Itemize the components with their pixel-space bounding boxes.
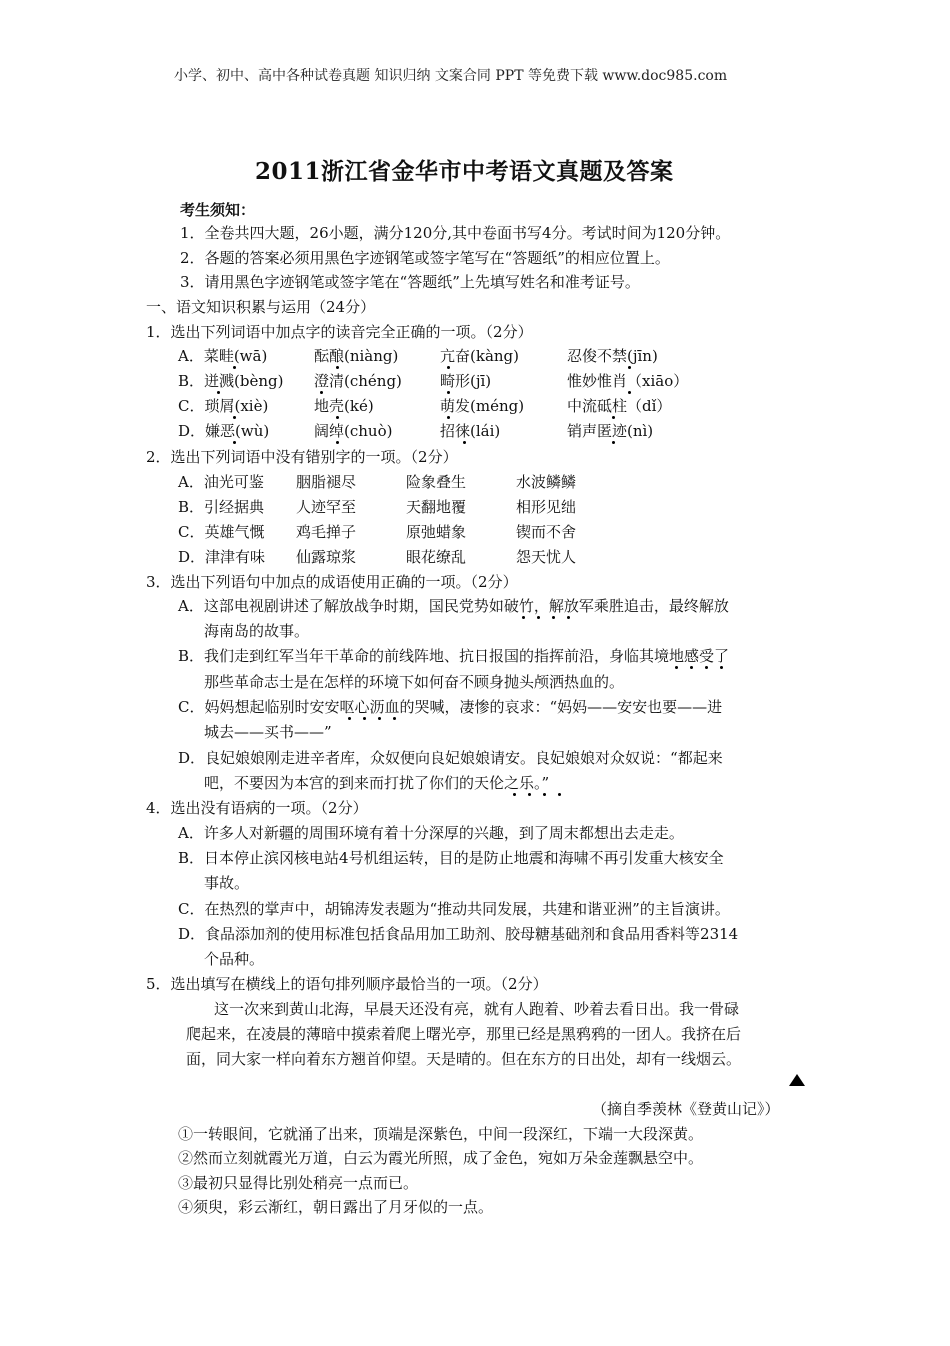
notice-item: 1．全卷共四大题，26小题，满分120分,其中卷面书写4分。考试时间为120分钟。: [180, 224, 731, 242]
option-word: 鸡毛掸子: [296, 523, 357, 541]
emphasis-dot: [233, 416, 236, 419]
option-word: 地壳(ké): [314, 397, 374, 415]
question-stem: 4．选出没有语病的一项。（2分）: [146, 799, 368, 817]
option-line: A．这部电视剧讲述了解放战争时期，国民党势如破竹，解放军乘胜追击，最终解放: [178, 597, 729, 615]
emphasis-dot: [543, 793, 546, 796]
option-word: A．油光可鉴: [178, 473, 264, 491]
option-line: D．良妃娘娘刚走进辛者库，众奴便向良妃娘娘请安。良妃娘娘对众奴说：“都起来: [178, 749, 723, 767]
emphasis-dot: [217, 391, 220, 394]
option-word: 原弛蜡象: [406, 523, 467, 541]
option-word: C．英雄气慨: [178, 523, 265, 541]
passage-source: （摘自季羡林《登黄山记》）: [592, 1100, 780, 1118]
sentence-option: ③最初只显得比别处稍亮一点而已。: [178, 1174, 419, 1192]
option-line: B．日本停止滨冈核电站4号机组运转，目的是防止地震和海啸不再引发重大核安全: [178, 849, 724, 867]
emphasis-dot: [558, 793, 561, 796]
option-word: B．引经据典: [178, 498, 265, 516]
page-banner: 小学、初中、高中各种试卷真题 知识归纳 文案合同 PPT 等免费下载 www.doc985.com: [174, 68, 728, 84]
notice-heading: 考生须知：: [180, 201, 256, 219]
emphasis-dot: [393, 717, 396, 720]
question-stem: 2．选出下列词语中没有错别字的一项。（2分）: [146, 448, 458, 466]
emphasis-dot: [628, 366, 631, 369]
option-line: D．食品添加剂的使用标准包括食品用加工助剂、胶母糖基础剂和食品用香料等2314: [178, 925, 739, 943]
emphasis-dot: [447, 366, 450, 369]
emphasis-dot: [720, 666, 723, 669]
emphasis-dot: [612, 441, 615, 444]
passage-line: 爬起来，在凌晨的薄暗中摸索着爬上曙光亭，那里已经是黑鸦鸦的一团人。我挤在后: [186, 1025, 742, 1043]
emphasis-dot: [690, 666, 693, 669]
question-stem: 1．选出下列词语中加点字的读音完全正确的一项。（2分）: [146, 323, 533, 341]
emphasis-dot: [513, 793, 516, 796]
emphasis-dot: [675, 666, 678, 669]
option-word: 天翻地覆: [406, 498, 467, 516]
option-line: 那些革命志士是在怎样的环境下如何奋不顾身抛头颅洒热血的。: [204, 673, 625, 691]
option-word: 中流砥柱（dǐ）: [567, 397, 672, 415]
option-line: B．我们走到红军当年干革命的前线阵地、抗日报国的指挥前沿，身临其境地感受了: [178, 647, 730, 665]
notice-item: 2．各题的答案必须用黑色字迹钢笔或签字笔写在“答题纸”的相应位置上。: [180, 249, 670, 267]
option-word: 亢奋(kàng): [440, 347, 519, 365]
option-word: 人迹罕至: [296, 498, 357, 516]
option-word: 萌发(méng): [440, 397, 525, 415]
option-word: 眼花缭乱: [406, 548, 467, 566]
option-word: C．琐屑(xiè): [178, 397, 269, 415]
option-word: 险象叠生: [406, 473, 467, 491]
emphasis-dot: [320, 391, 323, 394]
emphasis-dot: [233, 441, 236, 444]
notice-item: 3．请用黑色字迹钢笔或签字笔在“答题纸”上先填写姓名和准考证号。: [180, 273, 640, 291]
option-word: 销声匿迹(nì): [567, 422, 654, 440]
option-word: 锲而不舍: [516, 523, 577, 541]
emphasis-dot: [705, 666, 708, 669]
option-word: 澄清(chéng): [314, 372, 402, 390]
emphasis-dot: [336, 416, 339, 419]
option-line: C．在热烈的掌声中，胡锦涛发表题为“推动共同发展，共建和谐亚洲”的主旨演讲。: [178, 900, 730, 918]
option-line: 个品种。: [204, 950, 265, 968]
option-line: C．妈妈想起临别时安安呕心沥血的哭喊，凄惨的哀求：“妈妈——安安也要——进: [178, 698, 723, 716]
option-word: B．迸溅(bèng): [178, 372, 284, 390]
emphasis-dot: [528, 793, 531, 796]
emphasis-dot: [233, 366, 236, 369]
option-word: 酝酿(niàng): [314, 347, 399, 365]
section-heading: 一、语文知识积累与运用（24分）: [146, 298, 376, 316]
option-word: 仙露琼浆: [296, 548, 357, 566]
option-line: 城去——买书——”: [204, 723, 332, 741]
option-word: D．嫌恶(wù): [178, 422, 270, 440]
emphasis-dot: [336, 441, 339, 444]
option-line: A．许多人对新疆的周围环境有着十分深厚的兴趣，到了周末都想出去走走。: [178, 824, 684, 842]
page-title: 2011浙江省金华市中考语文真题及答案: [255, 158, 674, 185]
emphasis-dot: [628, 391, 631, 394]
option-line: 事故。: [204, 874, 250, 892]
option-word: 水波鳞鳞: [516, 473, 577, 491]
sentence-option: ②然而立刻就霞光万道，白云为霞光所照，成了金色，宛如万朵金莲飘悬空中。: [178, 1149, 704, 1167]
emphasis-dot: [378, 717, 381, 720]
emphasis-dot: [363, 717, 366, 720]
emphasis-dot: [348, 717, 351, 720]
option-word: 怨天忧人: [516, 548, 577, 566]
question-stem: 5．选出填写在横线上的语句排列顺序最恰当的一项。（2分）: [146, 975, 548, 993]
option-word: 相形见绌: [516, 498, 577, 516]
emphasis-dot: [612, 416, 615, 419]
option-word: A．菜畦(wā): [178, 347, 268, 365]
passage-line: 面，同大家一样向着东方翘首仰望。天是晴的。但在东方的日出处，却有一线烟云。: [186, 1050, 742, 1068]
emphasis-dot: [447, 391, 450, 394]
emphasis-dot: [336, 366, 339, 369]
passage-line: 这一次来到黄山北海，早晨天还没有亮，就有人跑着、吵着去看日出。我一骨碌: [214, 1000, 740, 1018]
question-stem: 3．选出下列语句中加点的成语使用正确的一项。（2分）: [146, 573, 518, 591]
option-word: 阔绰(chuò): [314, 422, 393, 440]
emphasis-dot: [522, 616, 525, 619]
sentence-option: ④须臾，彩云渐红，朝日露出了月牙似的一点。: [178, 1198, 494, 1216]
blank-marker-triangle-icon: [789, 1074, 805, 1086]
option-word: D．津津有味: [178, 548, 266, 566]
option-word: 惟妙惟肖（xiāo）: [567, 372, 689, 390]
option-line: 海南岛的故事。: [204, 622, 310, 640]
option-word: 招徕(lái): [440, 422, 501, 440]
option-word: 胭脂褪尽: [296, 473, 357, 491]
option-word: 畸形(jī): [440, 372, 492, 390]
emphasis-dot: [537, 616, 540, 619]
option-word: 忍俊不禁(jīn): [567, 347, 658, 365]
sentence-option: ①一转眼间，它就涌了出来，顶端是深紫色，中间一段深红，下端一大段深黄。: [178, 1125, 704, 1143]
emphasis-dot: [463, 441, 466, 444]
option-line: 吧，不要因为本宫的到来而打扰了你们的天伦之乐。”: [204, 774, 550, 792]
emphasis-dot: [447, 416, 450, 419]
emphasis-dot: [552, 616, 555, 619]
emphasis-dot: [567, 616, 570, 619]
